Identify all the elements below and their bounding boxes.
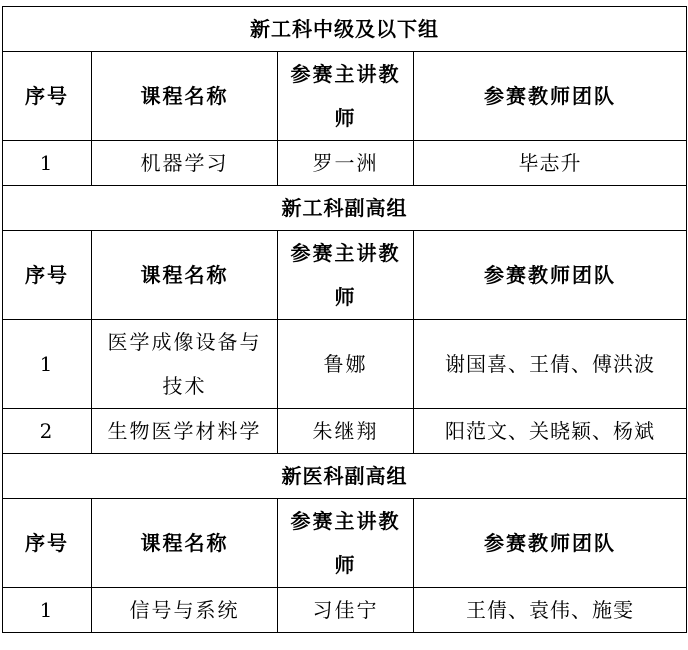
cell-lecturer: 习佳宁 [278,588,414,633]
table-row [3,320,687,409]
header-lecturer: 参赛主讲教师 [278,231,414,320]
cell-course: 医学成像设备与技术 [92,320,278,409]
header-lecturer: 参赛主讲教师 [278,52,414,141]
group-title: 新医科副高组 [3,454,687,499]
header-index: 序号 [3,52,92,141]
group-title-row [3,454,687,499]
cell-lecturer: 鲁娜 [278,320,414,409]
header-lecturer: 参赛主讲教师 [278,499,414,588]
cell-team: 毕志升 [414,141,687,186]
cell-index: 1 [3,588,92,633]
group-title: 新工科中级及以下组 [3,7,687,52]
group-title: 新工科副高组 [3,186,687,231]
header-team: 参赛教师团队 [414,231,687,320]
table-row [3,588,687,633]
column-header-row [3,231,687,320]
competition-results-table [2,6,687,633]
cell-index: 1 [3,141,92,186]
table-row [3,409,687,454]
group-title-row [3,7,687,52]
cell-team: 阳范文、关晓颖、杨斌 [414,409,687,454]
column-header-row [3,52,687,141]
cell-course: 机器学习 [92,141,278,186]
header-team: 参赛教师团队 [414,499,687,588]
cell-lecturer: 朱继翔 [278,409,414,454]
header-course: 课程名称 [92,52,278,141]
cell-course: 信号与系统 [92,588,278,633]
header-course: 课程名称 [92,499,278,588]
header-index: 序号 [3,499,92,588]
cell-index: 1 [3,320,92,409]
cell-index: 2 [3,409,92,454]
cell-course: 生物医学材料学 [92,409,278,454]
header-team: 参赛教师团队 [414,52,687,141]
header-course: 课程名称 [92,231,278,320]
header-index: 序号 [3,231,92,320]
column-header-row [3,499,687,588]
cell-team: 王倩、袁伟、施雯 [414,588,687,633]
cell-team: 谢国喜、王倩、傅洪波 [414,320,687,409]
cell-lecturer: 罗一洲 [278,141,414,186]
table-row [3,141,687,186]
group-title-row [3,186,687,231]
